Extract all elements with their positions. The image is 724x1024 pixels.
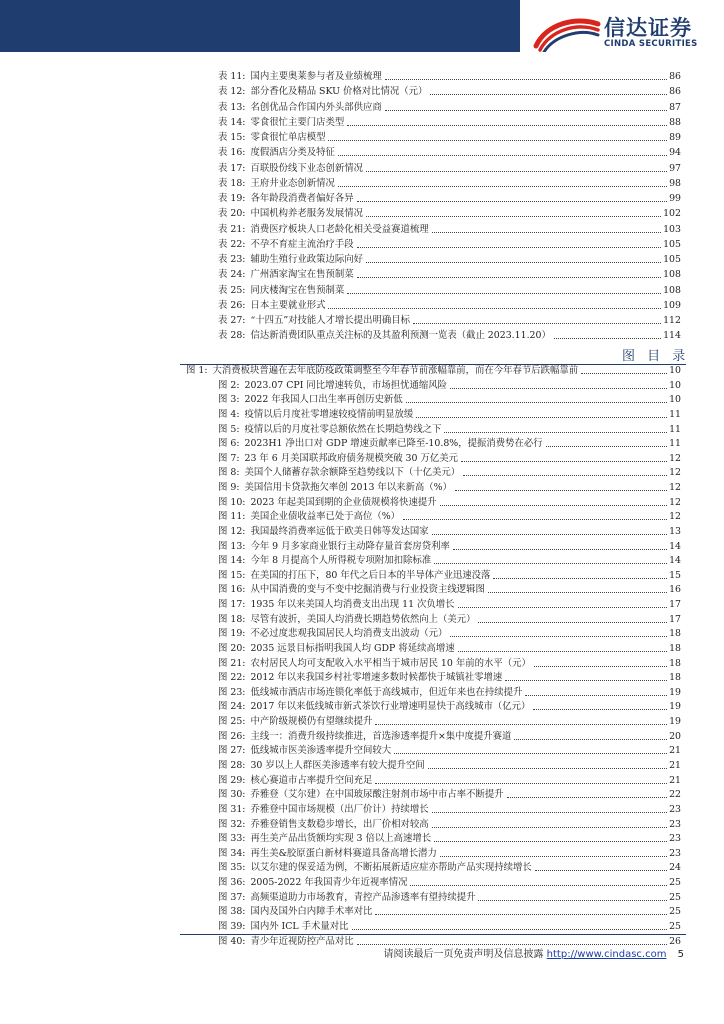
toc-entry-page: 25 <box>669 891 681 903</box>
toc-entry-number: 表 13: <box>218 101 246 113</box>
toc-entry-number: 图 25: <box>218 716 246 728</box>
toc-entry-number: 图 13: <box>218 540 246 552</box>
toc-row[interactable] <box>218 452 681 465</box>
toc-entry-page: 99 <box>669 193 681 204</box>
toc-entry-number: 表 12: <box>218 86 246 98</box>
dot-leader <box>458 651 667 652</box>
toc-entry-number: 图 22: <box>218 672 246 684</box>
toc-entry-page: 108 <box>663 284 681 296</box>
toc-entry-number: 图 39: <box>218 920 246 932</box>
toc-row[interactable] <box>218 496 681 509</box>
toc-entry-title: 不孕不育症主流治疗手段 <box>250 238 354 250</box>
dot-leader <box>533 709 667 710</box>
toc-row[interactable] <box>218 314 681 327</box>
toc-entry-number: 图 10: <box>218 496 246 508</box>
dot-leader <box>525 695 667 696</box>
toc-entry-title: 在美国的打压下，80 年代之后日本的半导体产业迅速没落 <box>250 569 491 581</box>
toc-row[interactable] <box>218 192 681 205</box>
toc-entry-number: 图 28: <box>218 760 246 771</box>
dot-leader <box>428 768 667 769</box>
toc-entry-page: 89 <box>669 132 681 143</box>
toc-entry-number: 表 22: <box>218 238 246 250</box>
toc-entry-title: 疫情以后月度社零增速较疫情前明显放缓 <box>244 408 414 420</box>
dot-leader <box>461 461 667 462</box>
dot-leader <box>366 171 667 172</box>
toc-entry-title: 2022 年我国人口出生率再创历史新低 <box>244 394 403 406</box>
toc-entry-page: 12 <box>669 467 681 479</box>
toc-entry-title: 主线一：消费升级持续推进，首选渗透率提升×集中度提升赛道 <box>250 730 512 742</box>
toc-entry-title: 以艾尔建的保妥适为例，不断拓展新适应症亦帮助产品实现持续增长 <box>250 862 532 874</box>
toc-entry-number: 图 6: <box>218 438 240 450</box>
toc-entry-number: 图 4: <box>218 408 240 420</box>
dot-leader <box>366 262 661 263</box>
toc-entry-number: 图 23: <box>218 686 246 698</box>
toc-row[interactable] <box>218 554 681 567</box>
dot-leader <box>581 373 667 374</box>
toc-entry-number: 图 1: <box>186 365 208 376</box>
toc-entry-number: 图 40: <box>218 935 246 947</box>
toc-entry-number: 图 37: <box>218 891 246 903</box>
dot-leader <box>444 432 667 433</box>
toc-entry-title: 各年龄段消费者偏好各异 <box>250 193 354 204</box>
toc-entry-page: 114 <box>663 330 681 342</box>
toc-entry-number: 图 5: <box>218 423 240 435</box>
dot-leader <box>403 519 667 520</box>
toc-entry-number: 图 17: <box>218 599 246 611</box>
toc-row[interactable] <box>218 101 681 114</box>
toc-entry-number: 表 15: <box>218 132 246 143</box>
brand-name-en: CINDA SECURITIES <box>604 39 698 49</box>
toc-entry-title: 疫情以后的月度社零总额依然在长期趋势线之下 <box>244 423 442 435</box>
dot-leader <box>434 563 667 564</box>
toc-entry-number: 图 32: <box>218 818 246 830</box>
toc-entry-title: 美国个人储蓄存款余额降至趋势线以下（十亿美元） <box>244 467 461 479</box>
toc-entry-title: 广州酒家淘宝在售预制菜 <box>250 269 354 281</box>
toc-entry-number: 图 38: <box>218 906 246 918</box>
toc-entry-title: 国内主要奥莱参与者及业绩梳理 <box>250 71 382 82</box>
toc-entry-page: 25 <box>669 906 681 918</box>
toc-entry-title: 零食很忙单店模型 <box>250 132 326 143</box>
dot-leader <box>546 446 667 447</box>
toc-entry-page: 25 <box>669 920 681 932</box>
toc-entry-number: 图 20: <box>218 642 246 654</box>
toc-entry-title: “十四五”对技能人才增长提出明确目标 <box>250 315 411 326</box>
toc-entry-title: 2023.07 CPI 同比增速转负，市场担忧通缩风险 <box>244 379 448 391</box>
toc-entry-page: 19 <box>669 716 681 728</box>
toc-row[interactable] <box>218 466 681 479</box>
toc-row[interactable] <box>218 583 681 596</box>
toc-entry-title: 乔雅登（艾尔建）在中国玻尿酸注射剂市场中市占率不断提升 <box>250 789 504 801</box>
toc-row[interactable] <box>218 423 681 436</box>
toc-entry-title: 不必过度悲观我国居民人均消费支出波动（元） <box>250 628 448 640</box>
toc-entry-number: 图 9: <box>218 482 240 494</box>
toc-row[interactable] <box>218 657 681 670</box>
toc-entry-page: 12 <box>669 496 681 508</box>
dot-leader <box>535 870 667 871</box>
toc-row[interactable] <box>218 832 681 845</box>
toc-entry-number: 表 20: <box>218 208 246 220</box>
toc-entry-page: 11 <box>669 423 681 435</box>
toc-entry-page: 21 <box>669 745 681 757</box>
toc-entry-page: 11 <box>669 438 681 450</box>
toc-entry-page: 10 <box>669 379 681 391</box>
toc-row[interactable] <box>218 379 681 392</box>
toc-entry-number: 图 35: <box>218 862 246 874</box>
toc-entry-title: 国内及国外白内障手术率对比 <box>250 906 373 918</box>
dot-leader <box>432 232 662 233</box>
toc-row[interactable] <box>218 146 681 159</box>
toc-entry-page: 23 <box>669 833 681 845</box>
toc-entry-page: 102 <box>663 208 681 220</box>
toc-entry-number: 表 18: <box>218 177 246 189</box>
toc-entry-title: 2012 年以来我国乡村社零增速多数时候都快于城镇社零增速 <box>250 672 503 684</box>
toc-entry-page: 24 <box>669 862 681 874</box>
toc-entry-number: 图 24: <box>218 701 246 713</box>
toc-row[interactable] <box>218 891 681 904</box>
dot-leader <box>430 94 667 95</box>
toc-entry-title: 我国最终消费率远低于欧美日韩等发达国家 <box>250 525 429 537</box>
toc-entry-number: 图 36: <box>218 877 246 889</box>
dot-leader <box>554 338 661 339</box>
toc-entry-page: 86 <box>669 71 681 82</box>
dot-leader <box>357 277 662 278</box>
dot-leader <box>366 216 661 217</box>
toc-row[interactable] <box>218 268 681 281</box>
figures-heading: 图 目 录 <box>622 349 690 364</box>
toc-row[interactable] <box>218 861 681 874</box>
toc-row[interactable] <box>218 730 681 743</box>
toc-entry-number: 图 7: <box>218 452 240 464</box>
toc-entry-page: 105 <box>663 238 681 250</box>
footer-page-number: 5 <box>677 949 684 960</box>
toc-entry-title: 美国信用卡贷款拖欠率创 2013 年以来新高（%） <box>244 482 452 494</box>
toc-entry-page: 14 <box>669 540 681 552</box>
toc-entry-title: 名创优品合作国内外头部供应商 <box>250 101 382 113</box>
dot-leader <box>410 885 667 886</box>
toc-row[interactable] <box>218 627 681 640</box>
toc-row[interactable] <box>218 642 681 655</box>
toc-row[interactable] <box>218 70 681 83</box>
toc-row[interactable] <box>218 299 681 312</box>
toc-entry-number: 表 25: <box>218 284 246 296</box>
toc-entry-page: 10 <box>669 365 681 376</box>
toc-entry-title: 2023 年起美国到期的企业债规模将快速提升 <box>250 496 437 508</box>
toc-entry-title: 高频渠道助力市场教育，青控产品渗透率有望持续提升 <box>250 891 476 903</box>
toc-entry-page: 12 <box>669 511 681 523</box>
dot-leader <box>493 578 667 579</box>
toc-entry-title: 低线城市酒店市场连锁化率低于高线城市，但近年来也在持续提升 <box>250 686 523 698</box>
toc-row[interactable] <box>218 238 681 251</box>
toc-entry-title: 美国企业债收益率已处于高位（%） <box>250 511 400 523</box>
toc-entry-title: 核心赛道市占率提升空间充足 <box>250 774 373 786</box>
dot-leader <box>394 753 667 754</box>
dot-leader <box>432 827 667 828</box>
toc-entry-page: 14 <box>669 555 681 567</box>
dot-leader <box>463 475 667 476</box>
toc-entry-title: 部分香化及精品 SKU 价格对比情况（元） <box>250 86 428 98</box>
toc-entry-page: 17 <box>669 613 681 625</box>
toc-entry-page: 21 <box>669 774 681 786</box>
toc-entry-title: 23 年 6 月美国联邦政府债务规模突破 30 万亿美元 <box>244 452 458 464</box>
dot-leader <box>338 186 667 187</box>
dot-leader <box>375 783 667 784</box>
toc-entry-page: 11 <box>669 408 681 420</box>
toc-row[interactable] <box>218 774 681 787</box>
brand-name-cn: 信达证券 <box>604 16 692 40</box>
toc-entry-title: 乔雅登中国市场规模（出厂价计）持续增长 <box>250 803 429 815</box>
toc-row[interactable] <box>218 598 681 611</box>
toc-entry-number: 表 21: <box>218 223 246 235</box>
toc-entry-title: 辅助生殖行业政策边际向好 <box>250 254 363 265</box>
toc-entry-page: 16 <box>669 584 681 596</box>
toc-entry-title: 王府井业态创新情况 <box>250 177 335 189</box>
toc-row[interactable] <box>218 700 681 713</box>
toc-entry-page: 21 <box>669 760 681 771</box>
dot-leader <box>347 125 667 126</box>
dot-leader <box>440 856 667 857</box>
toc-entry-title: 2017 年以来低线城市新式茶饮行业增速明显快于高线城市（亿元） <box>250 701 531 713</box>
toc-entry-number: 表 16: <box>218 147 246 159</box>
toc-entry-title: 中产阶级规模仍有望继续提升 <box>250 716 373 728</box>
dot-leader <box>385 79 667 80</box>
toc-entry-title: 30 岁以上人群医美渗透率有较大提升空间 <box>250 760 425 771</box>
toc-entry-page: 25 <box>669 877 681 889</box>
toc-entry-number: 表 27: <box>218 315 246 326</box>
toc-entry-number: 图 11: <box>218 511 246 523</box>
header-band <box>0 0 520 52</box>
toc-entry-page: 17 <box>669 599 681 611</box>
toc-entry-page: 88 <box>669 116 681 128</box>
toc-entry-number: 图 29: <box>218 774 246 786</box>
toc-entry-title: 日本主要就业形式 <box>250 299 326 311</box>
toc-entry-number: 表 28: <box>218 330 246 342</box>
toc-entry-number: 图 14: <box>218 555 246 567</box>
toc-entry-number: 图 19: <box>218 628 246 640</box>
toc-entry-title: 零食很忙主要门店类型 <box>250 116 345 128</box>
toc-entry-page: 19 <box>669 701 681 713</box>
toc-row[interactable] <box>218 408 681 421</box>
toc-entry-number: 图 3: <box>218 394 240 406</box>
toc-entry-number: 表 24: <box>218 269 246 281</box>
toc-row[interactable] <box>218 671 681 684</box>
toc-row[interactable] <box>186 364 681 377</box>
toc-row[interactable] <box>218 744 681 757</box>
dot-leader <box>478 622 667 623</box>
dot-leader <box>507 797 667 798</box>
toc-entry-title: 大消费板块普遍在去年底防疫政策调整至今年春节前涨幅靠前，而在今年春节后跌幅靠前 <box>212 365 579 376</box>
toc-entry-page: 98 <box>669 177 681 189</box>
toc-row[interactable] <box>218 284 681 297</box>
toc-entry-number: 图 21: <box>218 657 246 669</box>
toc-row[interactable] <box>218 177 681 190</box>
toc-row[interactable] <box>218 253 681 266</box>
toc-entry-page: 18 <box>669 642 681 654</box>
toc-entry-page: 15 <box>669 569 681 581</box>
dot-leader <box>357 247 662 248</box>
dot-leader <box>478 900 667 901</box>
toc-entry-title: 国内外 ICL 手术量对比 <box>250 920 349 932</box>
toc-entry-number: 图 26: <box>218 730 246 742</box>
toc-entry-title: 低线城市医美渗透率提升空间较大 <box>250 745 392 757</box>
dot-leader <box>357 201 667 202</box>
dot-leader <box>352 929 668 930</box>
dot-leader <box>416 417 667 418</box>
toc-row[interactable] <box>218 759 681 772</box>
footer-url-link[interactable]: http://www.cindasc.com <box>546 949 667 960</box>
dot-leader <box>514 739 667 740</box>
toc-row[interactable] <box>218 85 681 98</box>
dot-leader <box>534 666 667 667</box>
toc-entry-title: 从中国消费的变与不变中挖掘消费与行业投资主线逻辑图 <box>250 584 485 596</box>
brand-logo <box>532 12 712 52</box>
toc-entry-number: 图 31: <box>218 803 246 815</box>
toc-entry-page: 26 <box>669 935 681 947</box>
dot-leader <box>458 607 668 608</box>
toc-entry-page: 18 <box>669 657 681 669</box>
toc-entry-page: 86 <box>669 86 681 98</box>
toc-entry-number: 图 18: <box>218 613 246 625</box>
toc-row[interactable] <box>218 920 681 933</box>
cinda-logo-icon <box>532 12 602 52</box>
toc-entry-title: 再生美产品出货额均实现 3 倍以上高速增长 <box>250 833 432 845</box>
toc-entry-page: 94 <box>669 147 681 159</box>
dot-leader <box>385 110 667 111</box>
toc-entry-title: 2005-2022 年我国青少年近视率情况 <box>250 877 408 889</box>
dot-leader <box>434 841 667 842</box>
dot-leader <box>432 812 667 813</box>
toc-row[interactable] <box>218 525 681 538</box>
toc-row[interactable] <box>218 876 681 889</box>
dot-leader <box>450 636 667 637</box>
dot-leader <box>338 155 667 156</box>
toc-entry-title: 1935 年以来美国人均消费支出出现 11 次负增长 <box>250 599 455 611</box>
toc-entry-title: 度假酒店分类及特征 <box>250 147 335 159</box>
toc-entry-title: 青少年近视防控产品对比 <box>250 935 354 947</box>
toc-row[interactable] <box>218 329 681 342</box>
dot-leader <box>347 293 661 294</box>
toc-entry-number: 图 34: <box>218 847 246 859</box>
toc-entry-page: 19 <box>669 686 681 698</box>
toc-entry-number: 图 27: <box>218 745 246 757</box>
toc-entry-title: 乔雅登销售支数稳步增长，出厂价相对较高 <box>250 818 429 830</box>
toc-entry-number: 图 8: <box>218 467 240 479</box>
toc-entry-number: 图 12: <box>218 525 246 537</box>
toc-row[interactable] <box>218 847 681 860</box>
toc-entry-page: 22 <box>669 789 681 801</box>
toc-row[interactable] <box>218 393 681 406</box>
toc-entry-page: 20 <box>669 730 681 742</box>
toc-row[interactable] <box>218 803 681 816</box>
toc-row[interactable] <box>218 613 681 626</box>
toc-entry-number: 图 15: <box>218 569 246 581</box>
toc-entry-title: 今年 8 月提高个人所得税专项附加扣除标准 <box>250 555 432 567</box>
dot-leader <box>328 308 661 309</box>
toc-row[interactable] <box>218 116 681 129</box>
toc-entry-page: 13 <box>669 525 681 537</box>
toc-entry-number: 图 30: <box>218 789 246 801</box>
toc-entry-title: 同庆楼淘宝在售预制菜 <box>250 284 345 296</box>
toc-entry-page: 105 <box>663 254 681 265</box>
toc-row[interactable] <box>218 162 681 175</box>
toc-row[interactable] <box>218 905 681 918</box>
toc-row[interactable] <box>218 207 681 220</box>
toc-entry-page: 23 <box>669 847 681 859</box>
toc-entry-title: 2023H1 净出口对 GDP 增速贡献率已降至-10.8%，提振消费势在必行 <box>244 438 543 450</box>
toc-entry-title: 再生美&胶原蛋白新材料赛道具备高增长潜力 <box>250 847 437 859</box>
footer-rule <box>180 934 686 935</box>
toc-entry-number: 表 23: <box>218 254 246 265</box>
toc-entry-title: 2035 远景目标指明我国人均 GDP 将延续高增速 <box>250 642 455 654</box>
page-footer <box>383 945 684 960</box>
toc-entry-number: 表 11: <box>218 71 246 82</box>
toc-row[interactable] <box>218 223 681 236</box>
toc-entry-page: 18 <box>669 628 681 640</box>
toc-entry-number: 表 26: <box>218 299 246 311</box>
toc-entry-page: 103 <box>663 223 681 235</box>
dot-leader <box>488 592 667 593</box>
toc-entry-title: 农村居民人均可支配收入水平相当于城市居民 10 年前的水平（元） <box>250 657 531 669</box>
toc-entry-page: 18 <box>669 672 681 684</box>
toc-row[interactable] <box>218 540 681 553</box>
toc-row[interactable] <box>218 437 681 450</box>
toc-entry-number: 表 17: <box>218 162 246 174</box>
toc-entry-page: 23 <box>669 803 681 815</box>
dot-leader <box>375 914 667 915</box>
toc-entry-title: 信达新消费团队重点关注标的及其盈利预测一览表（截止 2023.11.20） <box>250 330 551 342</box>
toc-entry-number: 图 16: <box>218 584 246 596</box>
toc-row[interactable] <box>218 481 681 494</box>
dot-leader <box>455 490 667 491</box>
dot-leader <box>453 549 667 550</box>
toc-row[interactable] <box>218 788 681 801</box>
toc-row[interactable] <box>218 510 681 523</box>
toc-entry-page: 12 <box>669 452 681 464</box>
toc-entry-number: 图 33: <box>218 833 246 845</box>
toc-row[interactable] <box>218 686 681 699</box>
toc-row[interactable] <box>218 569 681 582</box>
dot-leader <box>450 388 667 389</box>
footer-disclaimer: 请阅读最后一页免责声明及信息披露 <box>383 949 544 960</box>
dot-leader <box>440 505 667 506</box>
toc-entry-page: 12 <box>669 482 681 494</box>
toc-row[interactable] <box>218 715 681 728</box>
toc-entry-page: 23 <box>669 818 681 830</box>
toc-row[interactable] <box>218 818 681 831</box>
dot-leader <box>328 140 667 141</box>
toc-entry-title: 消费医疗板块人口老龄化相关受益赛道梳理 <box>250 223 429 235</box>
dot-leader <box>406 402 667 403</box>
toc-entry-number: 表 14: <box>218 116 246 128</box>
dot-leader <box>432 534 667 535</box>
toc-entry-page: 108 <box>663 269 681 281</box>
toc-entry-page: 87 <box>669 101 681 113</box>
toc-entry-number: 图 2: <box>218 379 240 391</box>
dot-leader <box>505 680 667 681</box>
dot-leader <box>413 323 661 324</box>
toc-entry-page: 10 <box>669 394 681 406</box>
toc-entry-page: 97 <box>669 162 681 174</box>
dot-leader <box>375 724 667 725</box>
toc-entry-title: 尽管有波折，美国人均消费长期趋势依然向上（美元） <box>250 613 476 625</box>
toc-row[interactable] <box>218 131 681 144</box>
toc-entry-title: 百联股份线下业态创新情况 <box>250 162 363 174</box>
toc-entry-title: 今年 9 月多家商业银行主动降存量首套房贷利率 <box>250 540 450 552</box>
toc-entry-title: 中国机构养老服务发展情况 <box>250 208 363 220</box>
toc-entry-number: 表 19: <box>218 193 246 204</box>
toc-entry-page: 112 <box>663 315 681 326</box>
toc-entry-page: 109 <box>663 299 681 311</box>
